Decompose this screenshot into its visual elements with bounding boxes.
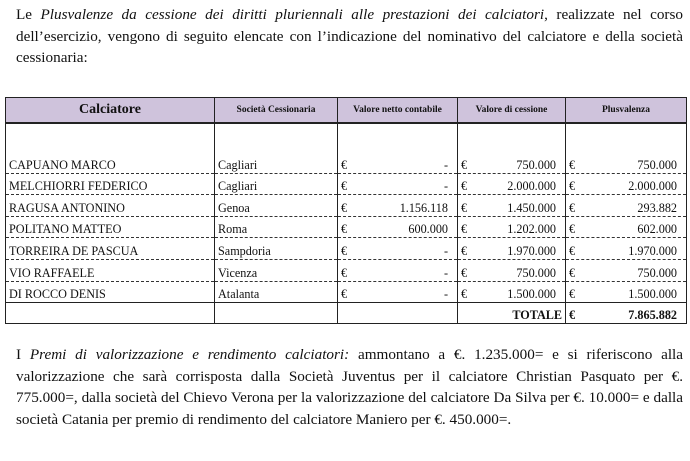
gain-cell (566, 216, 687, 238)
currency-symbol: € (569, 265, 576, 280)
currency-symbol: € (569, 308, 576, 323)
net-value-cell (338, 195, 458, 217)
premi-lead: I (16, 346, 30, 363)
table-spacer-row (6, 123, 687, 152)
sale-value-cell (458, 281, 566, 303)
currency-symbol: € (569, 287, 576, 302)
table-row (6, 216, 687, 238)
gain-cell (566, 195, 687, 217)
plusvalenze-table (5, 97, 687, 324)
total-value: 7.865.882 (628, 308, 677, 323)
gain-cell (566, 259, 687, 281)
currency-symbol: € (461, 265, 468, 280)
header-valore-cessione: Valore di cessione (458, 98, 566, 124)
premi-rest: ammontano a €. 1.235.000= e si riferiscono alla valorizzazione che sarà corrisposta dalla Società Juventus per il calciatore Christian Pasquato per €. 775.000=, dalla società del Chievo Verona per la valorizzazione del calciatore Da Silva per €. 10.000= e dalla società Catania per premio di rendimento del calciatore Maniero per €. 450.000=. (16, 346, 684, 428)
sale-value-cell (458, 173, 566, 195)
gain-cell (566, 173, 687, 195)
currency-symbol: € (341, 200, 348, 215)
currency-symbol: € (341, 287, 348, 302)
table-row (6, 195, 687, 217)
gain-cell-value: 1.500.000 (628, 287, 677, 302)
net-value-cell (338, 238, 458, 260)
sale-value-cell (458, 238, 566, 260)
sale-value-cell-value: 1.970.000 (507, 243, 556, 258)
net-value-cell-value: - (443, 179, 448, 194)
sale-value-cell-value: 1.500.000 (507, 287, 556, 302)
player-name: TORREIRA DE PASCUA (6, 238, 215, 260)
company-name: Roma (215, 216, 338, 238)
net-value-cell-value: 1.156.118 (399, 200, 448, 215)
net-value-cell (338, 259, 458, 281)
gain-cell (566, 281, 687, 303)
company-name: Cagliari (215, 152, 338, 173)
currency-symbol: € (461, 157, 468, 172)
company-name: Cagliari (215, 173, 338, 195)
company-name: Genoa (215, 195, 338, 217)
sale-value-cell-value: 1.450.000 (507, 200, 556, 215)
gain-cell-value: 2.000.000 (628, 179, 677, 194)
currency-symbol: € (569, 222, 576, 237)
table-row (6, 281, 687, 303)
currency-symbol: € (461, 200, 468, 215)
player-name: POLITANO MATTEO (6, 216, 215, 238)
gain-cell-value: 602.000 (637, 222, 677, 237)
sale-value-cell-value: 2.000.000 (507, 179, 556, 194)
net-value-cell-value: - (443, 157, 448, 172)
sale-value-cell (458, 152, 566, 173)
currency-symbol: € (341, 243, 348, 258)
gain-cell (566, 152, 687, 173)
sale-value-cell-value: 750.000 (516, 157, 556, 172)
player-name: MELCHIORRI FEDERICO (6, 173, 215, 195)
currency-symbol: € (461, 243, 468, 258)
currency-symbol: € (341, 179, 348, 194)
header-calciatore: Calciatore (6, 98, 215, 124)
net-value-cell-value: 600.000 (408, 222, 448, 237)
header-societa: Società Cessionaria (215, 98, 338, 124)
table-header-row (6, 98, 687, 124)
sale-value-cell (458, 195, 566, 217)
net-value-cell-value: - (443, 243, 448, 258)
net-value-cell (338, 281, 458, 303)
gain-cell-value: 750.000 (637, 157, 677, 172)
intro-italic: Plusvalenze da cessione dei diritti pluriennali alle prestazioni dei calciatori (40, 6, 545, 23)
net-value-cell-value: - (443, 265, 448, 280)
currency-symbol: € (569, 179, 576, 194)
sale-value-cell-value: 1.202.000 (507, 222, 556, 237)
intro-paragraph (16, 4, 683, 69)
company-name: Vicenza (215, 259, 338, 281)
currency-symbol: € (341, 265, 348, 280)
header-plusvalenza: Plusvalenza (566, 98, 687, 124)
header-valore-netto: Valore netto contabile (338, 98, 458, 124)
currency-symbol: € (569, 243, 576, 258)
sale-value-cell (458, 259, 566, 281)
gain-cell (566, 238, 687, 260)
net-value-cell (338, 173, 458, 195)
table-row (6, 259, 687, 281)
premi-paragraph (16, 344, 683, 430)
gain-cell-value: 293.882 (637, 200, 677, 215)
player-name: RAGUSA ANTONINO (6, 195, 215, 217)
currency-symbol: € (461, 179, 468, 194)
gain-cell-value: 1.970.000 (628, 243, 677, 258)
table-row (6, 238, 687, 260)
company-name: Sampdoria (215, 238, 338, 260)
currency-symbol: € (569, 157, 576, 172)
currency-symbol: € (341, 222, 348, 237)
currency-symbol: € (461, 287, 468, 302)
net-value-cell-value: - (443, 287, 448, 302)
sale-value-cell (458, 216, 566, 238)
intro-lead: Le (16, 6, 41, 23)
net-value-cell (338, 216, 458, 238)
sale-value-cell-value: 750.000 (516, 265, 556, 280)
total-label: TOTALE (458, 303, 566, 324)
gain-cell-value: 750.000 (637, 265, 677, 280)
currency-symbol: € (461, 222, 468, 237)
player-name: DI ROCCO DENIS (6, 281, 215, 303)
currency-symbol: € (341, 157, 348, 172)
table-row (6, 152, 687, 173)
player-name: CAPUANO MARCO (6, 152, 215, 173)
net-value-cell (338, 152, 458, 173)
company-name: Atalanta (215, 281, 338, 303)
total-cell (566, 303, 687, 324)
player-name: VIO RAFFAELE (6, 259, 215, 281)
total-row (6, 303, 687, 324)
premi-italic: Premi di valorizzazione e rendimento calciatori: (29, 346, 350, 363)
intro-rest: , realizzate nel corso dell’esercizio, vengono di seguito elencate con l’indicazione del nominativo del calciatore e della società cessionaria: (16, 6, 683, 66)
currency-symbol: € (569, 200, 576, 215)
table-row (6, 173, 687, 195)
